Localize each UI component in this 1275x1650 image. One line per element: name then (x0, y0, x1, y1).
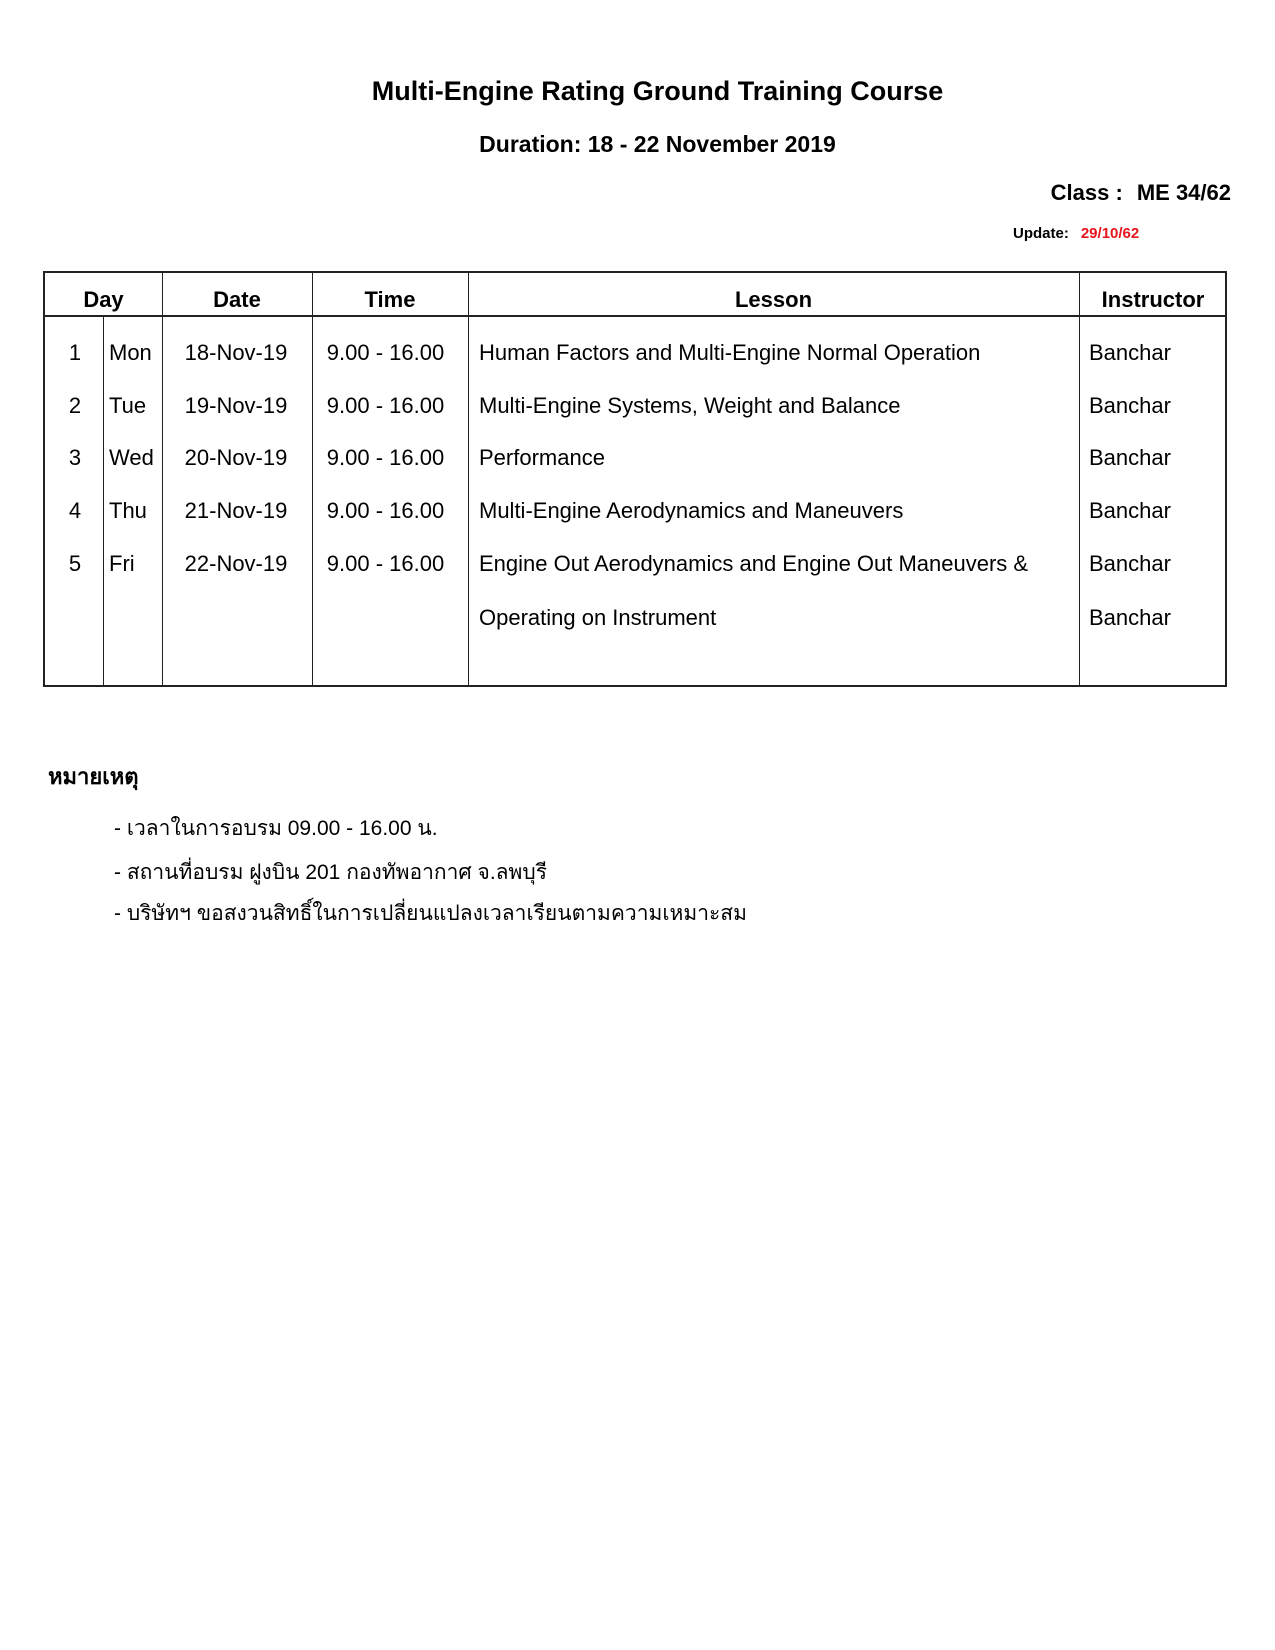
note-item: - เวลาในการอบรม 09.00 - 16.00 น. (114, 817, 438, 840)
date-cell: 21-Nov-19 (184, 498, 288, 523)
instructor-cell: Banchar (1089, 498, 1171, 523)
date-cell: 19-Nov-19 (184, 393, 288, 418)
update-label: Update: (1013, 225, 1069, 242)
lesson-cell: Operating on Instrument (479, 605, 717, 630)
time-cell: 9.00 - 16.00 (326, 393, 445, 418)
lesson-cell: Human Factors and Multi-Engine Normal Operation (479, 340, 981, 365)
day-of-week: Thu (109, 498, 147, 523)
date-cell: 22-Nov-19 (184, 551, 288, 576)
class-label: Class : (1050, 180, 1123, 205)
header-divider (45, 315, 1225, 317)
day-number: 1 (68, 340, 82, 365)
header-lesson: Lesson (734, 287, 813, 312)
note-item: - สถานที่อบรม ฝูงบิน 201 กองทัพอากาศ จ.ลพบุรี (114, 861, 548, 884)
day-of-week: Mon (109, 340, 152, 365)
table-row (45, 445, 1225, 475)
course-duration: Duration: 18 - 22 November 2019 (479, 131, 836, 157)
instructor-cell: Banchar (1089, 445, 1171, 470)
day-number: 3 (68, 445, 82, 470)
date-cell: 18-Nov-19 (184, 340, 288, 365)
time-cell: 9.00 - 16.00 (326, 340, 445, 365)
lesson-cell: Performance (479, 445, 605, 470)
class-value: ME 34/62 (1136, 180, 1231, 205)
instructor-cell: Banchar (1089, 393, 1171, 418)
page-title: Multi-Engine Rating Ground Training Course (371, 76, 944, 106)
table-row (45, 551, 1225, 581)
instructor-cell: Banchar (1089, 605, 1171, 630)
instructor-cell: Banchar (1089, 340, 1171, 365)
time-cell: 9.00 - 16.00 (326, 551, 445, 576)
day-number: 4 (68, 498, 82, 523)
day-number: 2 (68, 393, 82, 418)
header-instructor: Instructor (1101, 287, 1205, 312)
time-cell: 9.00 - 16.00 (326, 445, 445, 470)
day-of-week: Tue (109, 393, 147, 418)
class-info (1051, 180, 1231, 206)
table-row (45, 340, 1225, 370)
table-row (45, 498, 1225, 528)
time-cell: 9.00 - 16.00 (326, 498, 445, 523)
date-cell: 20-Nov-19 (184, 445, 288, 470)
table-row (45, 393, 1225, 423)
update-info (1013, 225, 1139, 242)
note-item: - บริษัทฯ ขอสงวนสิทธิ์ในการเปลี่ยนแปลงเวลาเรียนตามความเหมาะสม (114, 902, 747, 925)
day-of-week: Fri (109, 551, 135, 576)
schedule-table (43, 271, 1227, 687)
update-date: 29/10/62 (1080, 225, 1140, 242)
header-date: Date (213, 287, 261, 312)
day-of-week: Wed (109, 445, 154, 470)
notes-heading: หมายเหตุ (48, 764, 139, 789)
lesson-cell: Engine Out Aerodynamics and Engine Out Maneuvers & (479, 551, 1029, 576)
day-number: 5 (68, 551, 82, 576)
lesson-cell: Multi-Engine Systems, Weight and Balance (479, 393, 901, 418)
table-row (45, 605, 1225, 635)
instructor-cell: Banchar (1089, 551, 1171, 576)
header-day: Day (83, 287, 124, 312)
header-time: Time (364, 287, 416, 312)
lesson-cell: Multi-Engine Aerodynamics and Maneuvers (479, 498, 904, 523)
